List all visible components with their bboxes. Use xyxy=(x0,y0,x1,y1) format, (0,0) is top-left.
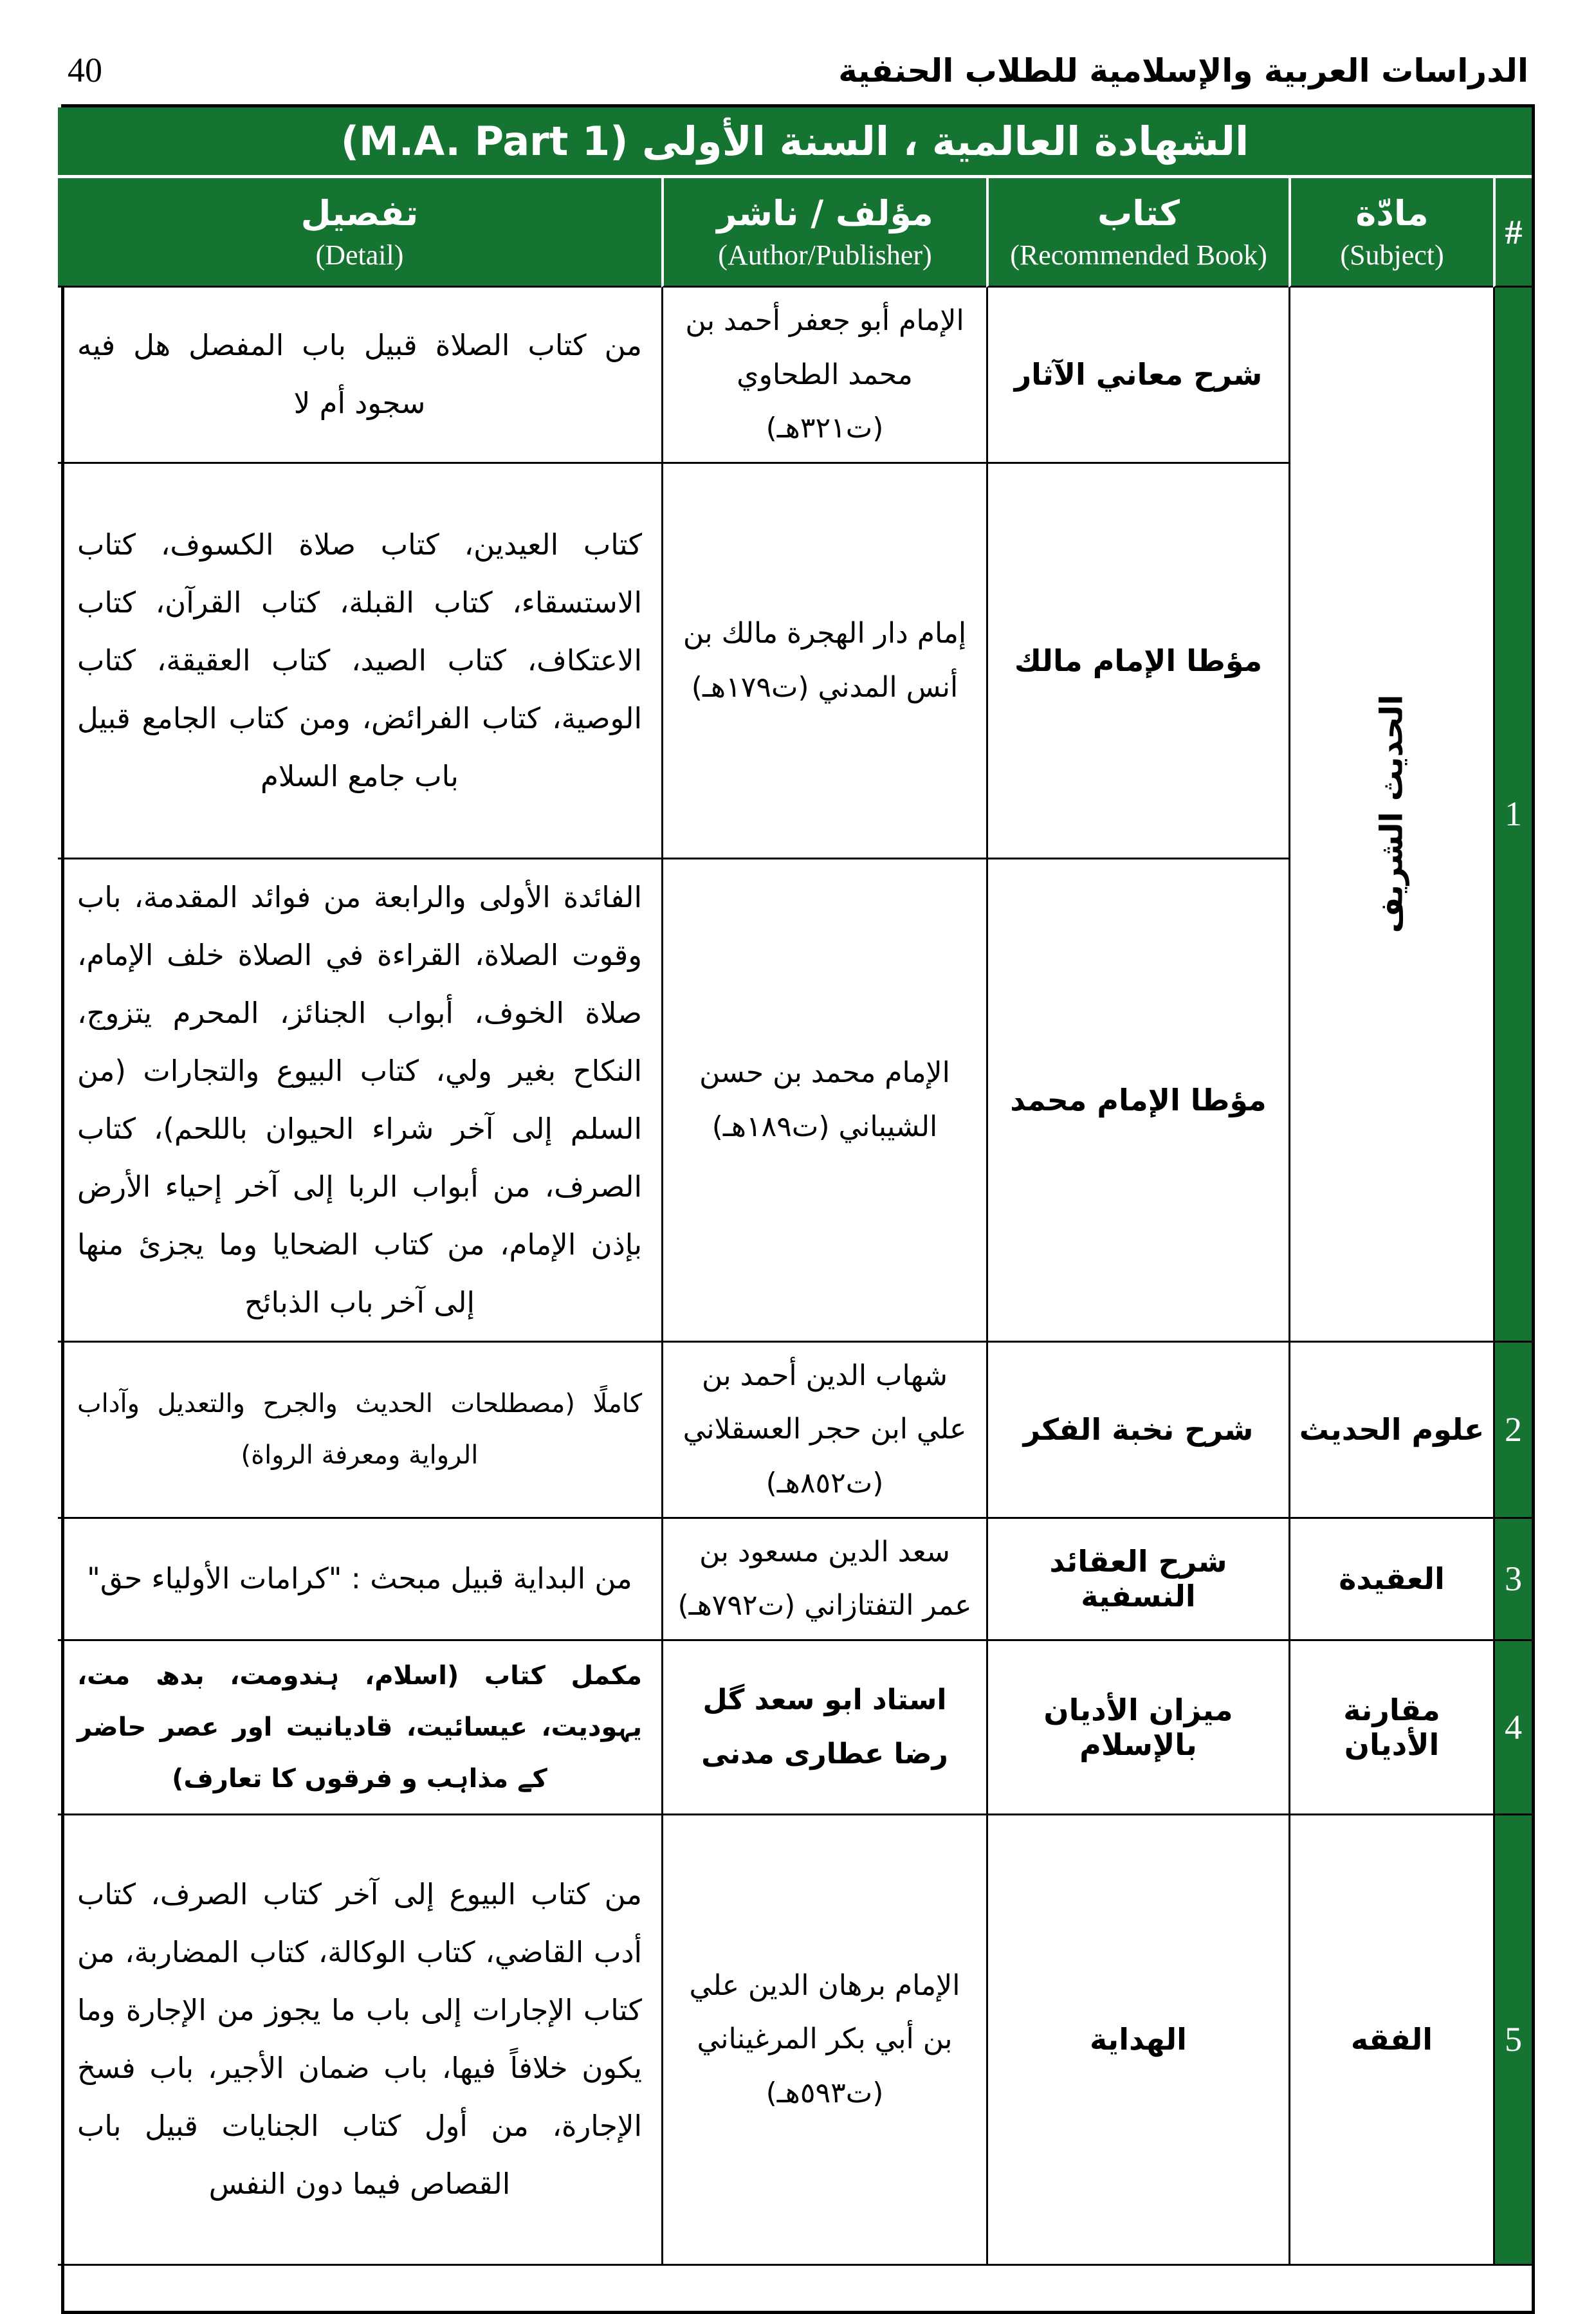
author-cell: الإمام محمد بن حسن الشيباني (ت١٨٩هـ) xyxy=(661,859,986,1343)
syllabus-table-wrapper xyxy=(61,104,1535,2314)
table-title-row xyxy=(58,107,1532,178)
author-cell: استاد ابو سعد گل رضا عطاری مدنی xyxy=(661,1641,986,1815)
column-header-author-en: (Author/Publisher) xyxy=(718,239,932,271)
table-row xyxy=(58,1815,1532,2266)
book-cell: شرح معاني الآثار xyxy=(986,288,1289,464)
book-cell: الهداية xyxy=(986,1815,1289,2266)
row-number-cell: 4 xyxy=(1493,1641,1532,1815)
column-header-subject-ar: مادّة xyxy=(1355,192,1429,234)
page-header xyxy=(61,50,1535,104)
column-header-detail xyxy=(58,178,661,288)
subject-vertical-label: الحديث الشريف xyxy=(1373,695,1410,933)
detail-cell: كاملًا (مصطلحات الحديث والجرح والتعديل وآداب الرواية ومعرفة الرواة) xyxy=(58,1343,661,1519)
row-number-cell: 5 xyxy=(1493,1815,1532,2266)
column-header-detail-ar: تفصيل xyxy=(300,192,419,234)
row-number-cell: 3 xyxy=(1493,1519,1532,1641)
author-cell: إمام دار الهجرة مالك بن أنس المدني (ت١٧٩هـ) xyxy=(661,464,986,859)
book-cell: مؤطا الإمام محمد xyxy=(986,859,1289,1343)
book-cell: ميزان الأديان بالإسلام xyxy=(986,1641,1289,1815)
table-row xyxy=(58,1519,1532,1641)
book-cell: مؤطا الإمام مالك xyxy=(986,464,1289,859)
table-row xyxy=(58,1641,1532,1815)
syllabus-table xyxy=(58,107,1532,2311)
subject-cell: الفقه xyxy=(1289,1815,1493,2266)
detail-cell: مکمل کتاب (اسلام، ہندومت، بدھ مت، یہودیت، عیسائیت، قادیانیت اور عصر حاضر کے مذاہب و فرقوں کا تعارف) xyxy=(58,1641,661,1815)
author-cell: الإمام برهان الدين علي بن أبي بكر المرغيناني (ت٥٩٣هـ) xyxy=(661,1815,986,2266)
column-header-book-ar: كتاب xyxy=(1097,192,1180,234)
subject-vertical-host xyxy=(1296,351,1488,1277)
author-cell: شهاب الدين أحمد بن علي ابن حجر العسقلاني (ت٨٥٢هـ) xyxy=(661,1343,986,1519)
author-cell: سعد الدين مسعود بن عمر التفتازاني (ت٧٩٢هـ) xyxy=(661,1519,986,1641)
subject-cell: مقارنة الأديان xyxy=(1289,1641,1493,1815)
row-number-cell: 1 xyxy=(1493,288,1532,1343)
column-header-number-label: # xyxy=(1505,212,1523,252)
book-cell: شرح نخبة الفكر xyxy=(986,1343,1289,1519)
book-cell: شرح العقائد النسفية xyxy=(986,1519,1289,1641)
table-spacer-row xyxy=(58,2266,1532,2311)
table-title: الشهادة العالمية ، السنة الأولى (M.A. Part 1) xyxy=(58,107,1532,178)
subject-cell: العقيدة xyxy=(1289,1519,1493,1641)
detail-cell: كتاب العيدين، كتاب صلاة الكسوف، كتاب الاستسقاء، كتاب القبلة، كتاب القرآن، كتاب الاعتكاف، كتاب الصيد، كتاب العقيقة، كتاب الوصية، كتاب الفرائض، ومن كتاب الجامع قبيل باب جامع السلام xyxy=(58,464,661,859)
detail-cell: من البداية قبيل مبحث : "كرامات الأولياء حق" xyxy=(58,1519,661,1641)
row-number-cell: 2 xyxy=(1493,1343,1532,1519)
header-title: الدراسات العربية والإسلامية للطلاب الحنفية xyxy=(838,52,1528,89)
column-header-subject xyxy=(1289,178,1493,288)
table-row xyxy=(58,1343,1532,1519)
table-row xyxy=(58,288,1532,464)
column-header-author xyxy=(661,178,986,288)
column-header-subject-en: (Subject) xyxy=(1340,239,1444,271)
detail-cell: الفائدة الأولى والرابعة من فوائد المقدمة، باب وقوت الصلاة، القراءة في الصلاة خلف الإمام، صلاة الخوف، أبواب الجنائز، المحرم يتزوج، النكاح بغير ولي، كتاب البيوع والتجارات (من السلم إلى آخر شراء الحيوان باللحم)، كتاب الصرف، من أبواب الربا إلى آخر إحياء الأرض بإذن الإمام، من كتاب الضحايا وما يجزئ منها إلى آخر باب الذبائح xyxy=(58,859,661,1343)
column-header-number xyxy=(1493,178,1532,288)
detail-cell: من كتاب الصلاة قبيل باب المفصل هل فيه سجود أم لا xyxy=(58,288,661,464)
column-header-book-en: (Recommended Book) xyxy=(1010,239,1267,271)
column-header-author-ar: مؤلف / ناشر xyxy=(717,192,933,234)
column-header-book xyxy=(986,178,1289,288)
subject-cell xyxy=(1289,288,1493,1343)
detail-cell: من كتاب البيوع إلى آخر كتاب الصرف، كتاب أدب القاضي، كتاب الوكالة، كتاب المضاربة، من كتاب الإجارات إلى باب ما يجوز من الإجارة وما يكون خلافاً فيها، باب ضمان الأجير، باب فسخ الإجارة، من أول كتاب الجنايات قبيل باب القصاص فيما دون النفس xyxy=(58,1815,661,2266)
page-number: 40 xyxy=(68,51,102,89)
author-cell: الإمام أبو جعفر أحمد بن محمد الطحاوي (ت٣٢١هـ) xyxy=(661,288,986,464)
subject-cell: علوم الحديث xyxy=(1289,1343,1493,1519)
column-header-detail-en: (Detail) xyxy=(315,239,404,271)
table-header-row xyxy=(58,178,1532,288)
spacer-cell xyxy=(58,2266,1532,2311)
